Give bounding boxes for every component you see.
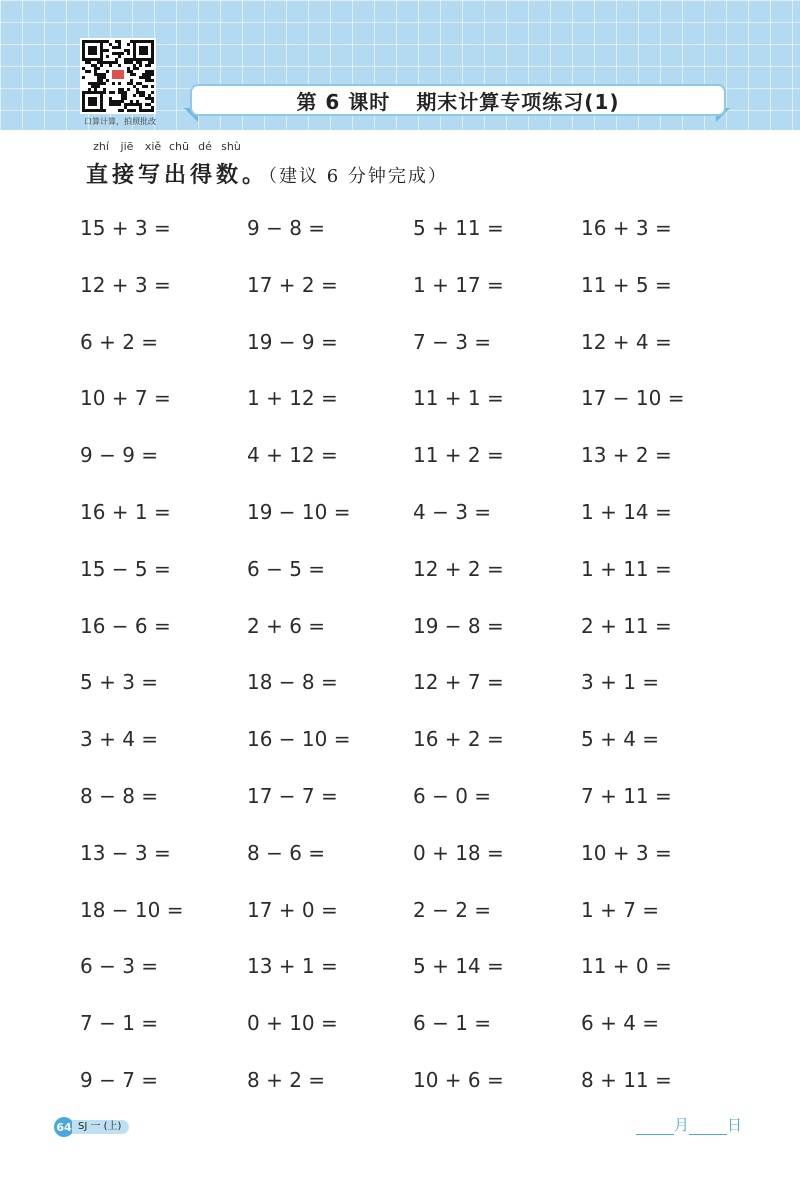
math-problem[interactable]: 15 − 5 = — [80, 556, 171, 581]
math-problem[interactable]: 15 + 3 = — [80, 216, 171, 240]
lesson-number: 第 6 课时 — [296, 89, 391, 114]
math-problem[interactable]: 7 − 1 = — [80, 1011, 159, 1036]
instruction-pinyin — [88, 140, 244, 153]
math-problem[interactable]: 13 + 1 = — [247, 954, 338, 979]
qr-caption: 口算计算，拍照批改 — [84, 117, 156, 126]
math-problem[interactable]: 6 + 4 = — [581, 1011, 660, 1036]
math-problem[interactable]: 0 + 18 = — [413, 840, 504, 865]
math-problem[interactable]: 3 + 4 = — [80, 727, 159, 752]
math-problem[interactable]: 1 + 17 = — [413, 272, 504, 297]
math-problem[interactable]: 19 − 9 = — [247, 329, 338, 354]
math-problem[interactable]: 6 − 3 = — [80, 954, 159, 979]
math-problem[interactable]: 5 + 4 = — [581, 727, 660, 752]
math-problem[interactable]: 1 + 11 = — [581, 556, 672, 581]
qr-code-icon[interactable] — [80, 38, 156, 114]
math-problem[interactable]: 16 − 10 = — [247, 727, 351, 752]
math-problem[interactable]: 16 + 3 = — [581, 216, 672, 240]
pinyin-syllable: dé — [198, 140, 212, 153]
math-problem[interactable]: 5 + 3 = — [80, 670, 159, 695]
day-blank[interactable] — [689, 1118, 727, 1135]
math-problem[interactable]: 1 + 12 = — [247, 386, 338, 411]
problem-row — [0, 711, 800, 767]
math-problem[interactable]: 11 + 1 = — [413, 386, 504, 411]
problem-row — [0, 768, 800, 824]
math-problem[interactable]: 19 − 10 = — [247, 500, 351, 524]
instruction-note: （建议 6 分钟完成） — [268, 166, 448, 187]
problem-row — [0, 541, 800, 597]
math-problem[interactable]: 6 − 0 = — [413, 784, 492, 808]
math-problem[interactable]: 17 + 0 = — [247, 897, 338, 922]
math-problem[interactable]: 11 + 0 = — [581, 954, 672, 979]
math-problem[interactable]: 7 + 11 = — [581, 784, 672, 808]
math-problem[interactable]: 8 − 6 = — [247, 840, 326, 865]
math-problem[interactable]: 1 + 14 = — [581, 500, 672, 524]
math-problem[interactable]: 16 + 1 = — [80, 500, 171, 524]
math-problem[interactable]: 0 + 10 = — [247, 1011, 338, 1036]
math-problem[interactable]: 6 − 5 = — [247, 556, 326, 581]
math-problem[interactable]: 16 − 6 = — [80, 613, 171, 638]
math-problem[interactable]: 5 + 11 = — [413, 216, 504, 240]
problem-row — [0, 598, 800, 654]
page-header — [0, 0, 800, 130]
math-problem[interactable]: 6 − 1 = — [413, 1011, 492, 1036]
problem-row — [0, 314, 800, 370]
date-field — [636, 1114, 742, 1135]
grade-tag: SJ 一 (上) — [72, 1120, 129, 1134]
day-label: 日 — [727, 1116, 743, 1134]
math-problem[interactable]: 17 + 2 = — [247, 272, 338, 297]
pinyin-syllable: jiē — [120, 140, 134, 153]
math-problem[interactable]: 12 + 2 = — [413, 556, 504, 581]
math-problem[interactable]: 11 + 2 = — [413, 443, 504, 468]
math-problem[interactable]: 8 + 11 = — [581, 1068, 672, 1092]
math-problem[interactable]: 10 + 7 = — [80, 386, 171, 411]
math-problem[interactable]: 2 + 6 = — [247, 613, 326, 638]
math-problem[interactable]: 1 + 7 = — [581, 897, 660, 922]
pinyin-syllable: xiě — [144, 140, 162, 153]
problem-row — [0, 938, 800, 994]
instruction-text: 直接写出得数。 — [86, 163, 269, 188]
math-problem[interactable]: 17 − 10 = — [581, 386, 685, 411]
month-blank[interactable] — [636, 1118, 674, 1135]
math-problem[interactable]: 6 + 2 = — [80, 329, 159, 354]
pinyin-syllable: chū — [169, 140, 189, 153]
math-problem[interactable]: 3 + 1 = — [581, 670, 660, 695]
math-problem[interactable]: 18 − 10 = — [80, 897, 184, 922]
math-problem[interactable]: 11 + 5 = — [581, 272, 672, 297]
math-problem[interactable]: 18 − 8 = — [247, 670, 338, 695]
math-problem[interactable]: 17 − 7 = — [247, 784, 338, 808]
math-problem[interactable]: 12 + 7 = — [413, 670, 504, 695]
math-problem[interactable]: 10 + 6 = — [413, 1068, 504, 1092]
month-label: 月 — [674, 1116, 690, 1134]
problem-row — [0, 654, 800, 710]
math-problem[interactable]: 5 + 14 = — [413, 954, 504, 979]
problem-row — [0, 1052, 800, 1108]
math-problem[interactable]: 9 − 7 = — [80, 1068, 159, 1092]
problem-row — [0, 257, 800, 313]
math-problem[interactable]: 9 − 9 = — [80, 443, 159, 468]
math-problem[interactable]: 9 − 8 = — [247, 216, 326, 240]
math-problem[interactable]: 19 − 8 = — [413, 613, 504, 638]
lesson-title: 期末计算专项练习(1) — [416, 89, 620, 114]
math-problem[interactable]: 2 + 11 = — [581, 613, 672, 638]
pinyin-syllable: shù — [221, 140, 241, 153]
math-problem[interactable]: 12 + 4 = — [581, 329, 672, 354]
footer-badge — [54, 1117, 129, 1137]
math-problem[interactable]: 12 + 3 = — [80, 272, 171, 297]
math-problem[interactable]: 8 − 8 = — [80, 784, 159, 808]
math-problem[interactable]: 8 + 2 = — [247, 1068, 326, 1092]
math-problem[interactable]: 7 − 3 = — [413, 329, 492, 354]
math-problem[interactable]: 10 + 3 = — [581, 840, 672, 865]
problem-row — [0, 882, 800, 938]
math-problem[interactable]: 13 − 3 = — [80, 840, 171, 865]
pinyin-syllable: zhí — [93, 140, 109, 153]
problem-row — [0, 995, 800, 1051]
problem-row — [0, 484, 800, 540]
problem-row — [0, 200, 800, 256]
problem-row — [0, 825, 800, 881]
math-problem[interactable]: 2 − 2 = — [413, 897, 492, 922]
math-problem[interactable]: 16 + 2 = — [413, 727, 504, 752]
lesson-title-banner — [190, 84, 726, 116]
problem-row — [0, 427, 800, 483]
problem-row — [0, 370, 800, 426]
instruction — [86, 158, 448, 189]
page-number: 64 — [54, 1117, 74, 1137]
math-problem[interactable]: 13 + 2 = — [581, 443, 672, 468]
math-problem[interactable]: 4 + 12 = — [247, 443, 338, 468]
math-problem[interactable]: 4 − 3 = — [413, 500, 492, 524]
